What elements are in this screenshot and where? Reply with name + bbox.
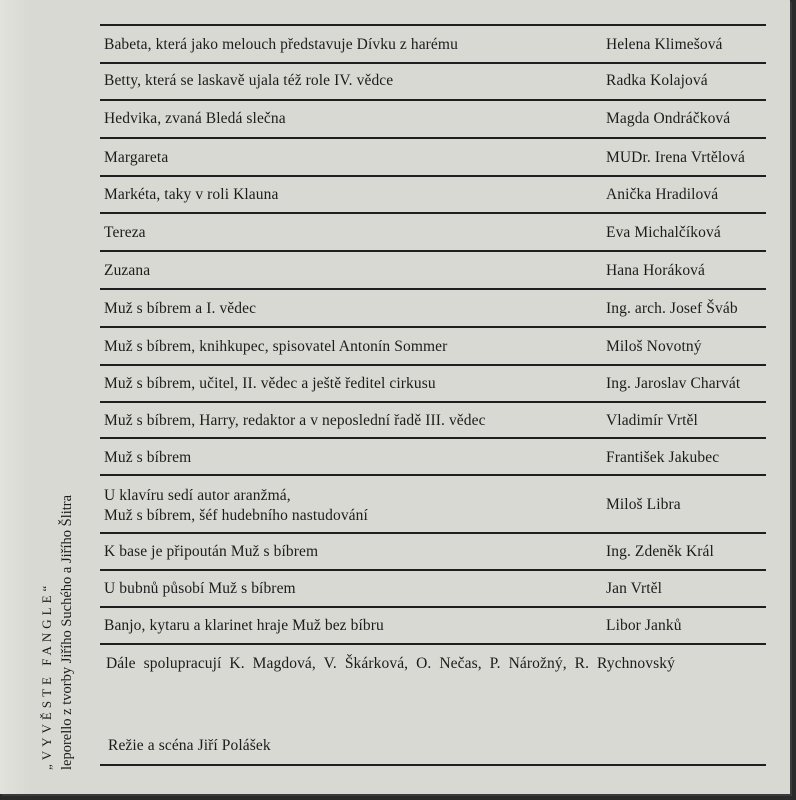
rule-4 [100, 175, 766, 177]
actor-muz-2: Miloš Novotný [606, 338, 702, 355]
role-zuzana: Zuzana [104, 262, 151, 279]
role-betty: Betty, která se laskavě ujala též role IV. vědce [104, 72, 394, 89]
actor-muz-5: František Jakubec [606, 449, 720, 466]
actor-muz-3: Ing. Jaroslav Charvát [606, 375, 741, 392]
rule-13 [100, 532, 766, 534]
role-babeta: Babeta, která jako melouch představuje Dívku z harému [104, 36, 458, 53]
actor-hedvika: Magda Ondráčková [606, 110, 731, 127]
rule-9 [100, 364, 766, 366]
actor-muz-4: Vladimír Vrtěl [606, 412, 698, 429]
actor-tereza: Eva Michalčíková [606, 224, 721, 241]
actor-babeta: Helena Klimešová [606, 36, 723, 53]
rule-6 [100, 250, 766, 252]
actor-betty: Radka Kolajová [606, 72, 708, 89]
side-title-main: „VYVĚSTE FANGLE“ [39, 581, 54, 770]
actor-bubny: Jan Vrtěl [606, 580, 663, 597]
side-title [36, 490, 78, 770]
role-muz-2: Muž s bíbrem, knihkupec, spisovatel Antonín Sommer [104, 338, 448, 355]
rule-8 [100, 326, 766, 328]
role-klavir-line1: U klavíru sedí autor aranžmá, [104, 487, 291, 504]
rule-2 [100, 99, 766, 101]
actor-banjo: Libor Janků [606, 617, 682, 634]
role-muz-3: Muž s bíbrem, učitel, II. vědec a ještě ředitel cirkusu [104, 375, 436, 392]
role-klavir-line2: Muž s bíbrem, šéf hudebního nastudování [104, 507, 368, 524]
role-muz-5: Muž s bíbrem [104, 449, 192, 466]
side-title-subtitle: leporello z tvorby Jiřího Suchého a Jiřího Šlitra [59, 494, 75, 770]
rule-10 [100, 401, 766, 403]
collaborators-line: Dále spolupracují K. Magdová, V. Škárková, O. Nečas, P. Nárožný, R. Rychnovský [106, 655, 675, 672]
rule-14 [100, 569, 766, 571]
rule-3 [100, 137, 766, 139]
rule-1 [100, 62, 766, 64]
actor-basa: Ing. Zdeněk Král [606, 543, 714, 560]
role-margareta: Margareta [104, 149, 169, 166]
role-marketa: Markéta, taky v roli Klauna [104, 186, 279, 203]
rule-top [100, 24, 766, 26]
actor-zuzana: Hana Horáková [606, 262, 705, 279]
role-hedvika: Hedvika, zvaná Bledá slečna [104, 110, 286, 127]
role-banjo: Banjo, kytaru a klarinet hraje Muž bez bíbru [104, 617, 384, 634]
role-bubny: U bubnů působí Muž s bíbrem [104, 580, 296, 597]
rule-5 [100, 212, 766, 214]
role-basa: K base je připoután Muž s bíbrem [104, 543, 319, 560]
rule-15 [100, 606, 766, 608]
role-muz-4: Muž s bíbrem, Harry, redaktor a v neposlední řadě III. vědec [104, 412, 486, 429]
rule-16 [100, 643, 766, 645]
actor-marketa: Anička Hradilová [606, 186, 719, 203]
actor-klavir: Miloš Libra [606, 496, 681, 513]
rule-11 [100, 437, 766, 439]
rule-7 [100, 288, 766, 290]
role-tereza: Tereza [104, 224, 146, 241]
rule-12 [100, 474, 766, 476]
direction-line: Režie a scéna Jiří Polášek [108, 737, 271, 754]
rule-bottom [100, 764, 766, 766]
actor-margareta: MUDr. Irena Vrtělová [606, 149, 745, 166]
actor-muz-1: Ing. arch. Josef Šváb [606, 300, 738, 317]
role-muz-1: Muž s bíbrem a I. vědec [104, 300, 257, 317]
